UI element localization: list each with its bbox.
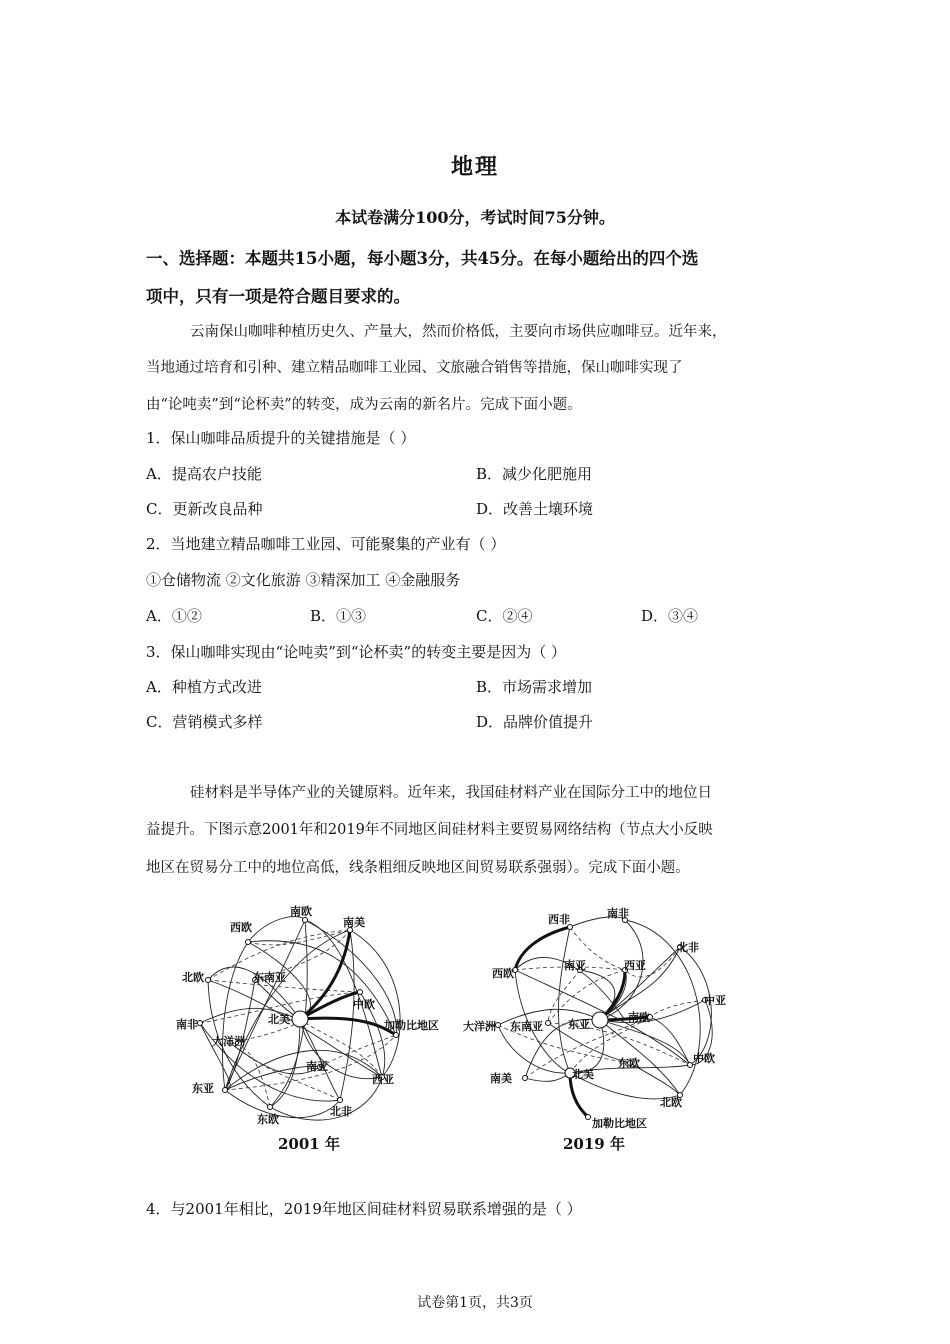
label-caribbean-2001: 加勒比地区 — [384, 1019, 439, 1032]
label-north-africa-2001: 北非 — [330, 1105, 352, 1118]
label-west-africa-2019: 西非 — [548, 913, 570, 926]
passage2-line3: 地区在贸易分工中的地位高低，线条粗细反映地区间贸易联系强弱）。完成下面小题。 — [146, 860, 690, 876]
question-3-stem: 3．保山咖啡实现由“论吨卖”到“论杯卖”的转变主要是因为（ ） — [146, 643, 566, 661]
label-east-asia-2001: 东亚 — [192, 1082, 214, 1095]
label-south-africa-2019: 南非 — [607, 907, 629, 920]
label-southeast-asia-2001: 东南亚 — [253, 971, 286, 984]
page-footer: 试卷第1页，共3页 — [417, 1295, 533, 1311]
label-west-asia-2001: 西亚 — [372, 1073, 394, 1086]
network-2001-thick — [300, 930, 396, 1035]
label-northern-europe-2001: 北欧 — [182, 971, 204, 984]
node-north-america-2001 — [292, 1011, 308, 1027]
exam-info: 本试卷满分100分，考试时间75分钟。 — [335, 208, 615, 227]
q3-option-b[interactable]: B．市场需求增加 — [476, 678, 593, 696]
q2-option-c[interactable]: C．②④ — [476, 607, 533, 625]
question-4-stem: 4．与2001年相比，2019年地区间硅材料贸易联系增强的是（ ） — [146, 1200, 582, 1218]
label-north-america-2001: 北美 — [268, 1013, 290, 1026]
q1-option-b[interactable]: B．减少化肥施用 — [476, 465, 593, 483]
label-southeast-asia-2019: 东南亚 — [510, 1020, 543, 1033]
q3-option-c[interactable]: C．营销模式多样 — [146, 713, 263, 731]
label-western-europe-2019: 西欧 — [492, 967, 514, 980]
network-2001-nodes — [198, 918, 399, 1110]
q2-items: ①仓储物流 ②文化旅游 ③精深加工 ④金融服务 — [146, 571, 461, 589]
question-2-stem: 2．当地建立精品咖啡工业园、可能聚集的产业有（ ） — [146, 535, 506, 553]
label-west-asia-2019: 西亚 — [624, 959, 646, 972]
passage2-line1: 硅材料是半导体产业的关键原料。近年来，我国硅材料产业在国际分工中的地位日 — [190, 785, 712, 801]
label-eastern-europe-2019: 东欧 — [618, 1057, 640, 1070]
section-heading-line2: 项中，只有一项是符合题目要求的。 — [146, 287, 410, 306]
label-north-america-2019: 北美 — [572, 1068, 594, 1081]
passage1-line3: 由“论吨卖”到“论杯卖”的转变，成为云南的新名片。完成下面小题。 — [146, 397, 582, 413]
passage2-line2: 益提升。下图示意2001年和2019年不同地区间硅材料主要贸易网络结构（节点大小反映 — [146, 822, 713, 838]
label-oceania-2019: 大洋洲 — [463, 1020, 496, 1033]
caption-2001: 2001 年 — [278, 1135, 340, 1153]
label-central-europe-2019: 中欧 — [693, 1052, 715, 1065]
page-title: 地理 — [450, 154, 499, 180]
label-southern-europe-2019: 南欧 — [628, 1011, 650, 1024]
q1-option-d[interactable]: D．改善土壤环境 — [476, 500, 594, 518]
passage1-line1: 云南保山咖啡种植历史久、产量大，然而价格低，主要向市场供应咖啡豆。近年来， — [190, 324, 727, 340]
q1-option-a[interactable]: A．提高农户技能 — [146, 465, 262, 483]
label-south-america-2019: 南美 — [490, 1072, 512, 1085]
label-western-europe-2001: 西欧 — [230, 921, 252, 934]
label-south-asia-2019: 南亚 — [564, 959, 586, 972]
caption-2019: 2019 年 — [563, 1135, 625, 1153]
label-east-asia-2019: 东亚 — [568, 1018, 590, 1031]
label-central-asia-2019: 中亚 — [704, 994, 726, 1007]
q3-option-a[interactable]: A．种植方式改进 — [146, 678, 262, 696]
label-eastern-europe-2001: 东欧 — [257, 1113, 279, 1126]
passage1-line2: 当地通过培育和引种、建立精品咖啡工业园、文旅融合销售等措施，保山咖啡实现了 — [146, 360, 683, 376]
label-caribbean-2019: 加勒比地区 — [592, 1117, 647, 1130]
node-east-asia-2019 — [592, 1012, 608, 1028]
label-south-america-2001: 南美 — [343, 916, 365, 929]
section-heading-line1: 一、选择题：本题共15小题，每小题3分，共45分。在每小题给出的四个选 — [146, 249, 699, 268]
label-central-europe-2001: 中欧 — [353, 998, 375, 1011]
trade-network-figure — [160, 895, 800, 1165]
label-south-africa-2001: 南非 — [176, 1018, 198, 1031]
label-south-asia-2001: 南亚 — [306, 1060, 328, 1073]
q2-option-d[interactable]: D．③④ — [641, 607, 699, 625]
label-north-africa-2019: 北非 — [677, 941, 699, 954]
q3-option-d[interactable]: D．品牌价值提升 — [476, 713, 594, 731]
label-southern-europe-2001: 南欧 — [290, 905, 312, 918]
question-1-stem: 1．保山咖啡品质提升的关键措施是（ ） — [146, 429, 416, 447]
label-oceania-2001: 大洋洲 — [212, 1035, 245, 1048]
q2-option-b[interactable]: B．①③ — [310, 607, 367, 625]
label-northern-europe-2019: 北欧 — [660, 1096, 682, 1109]
q2-option-a[interactable]: A．①② — [146, 607, 202, 625]
q1-option-c[interactable]: C．更新改良品种 — [146, 500, 263, 518]
